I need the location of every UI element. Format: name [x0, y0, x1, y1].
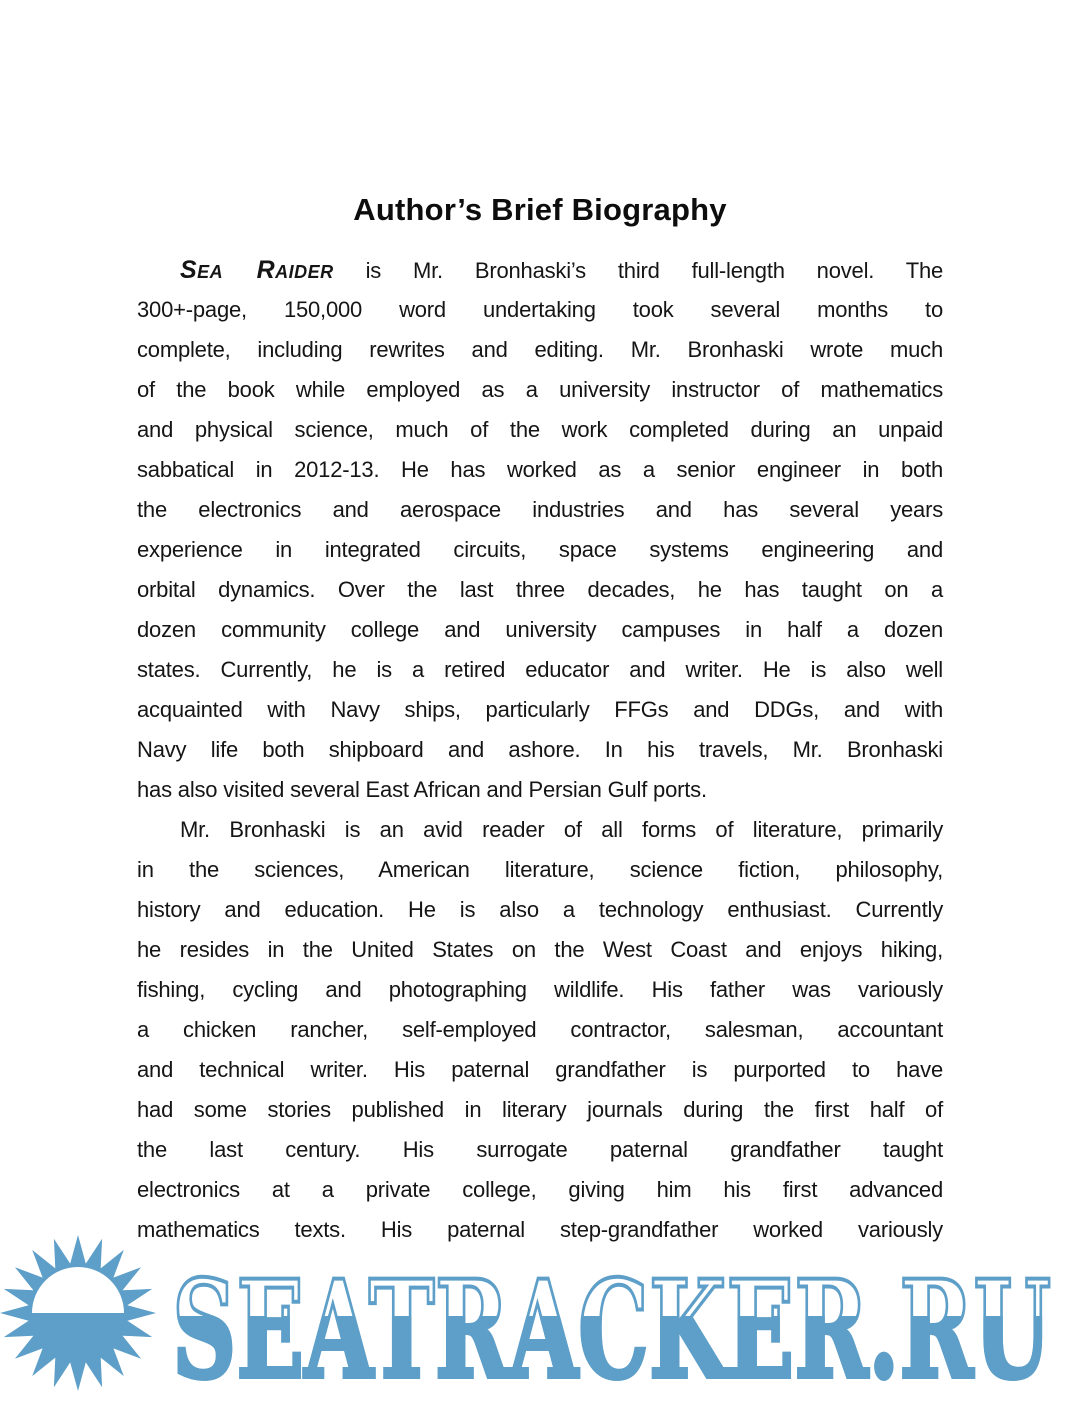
- watermark-text: SEATRACKER.RU: [172, 1250, 1052, 1409]
- text-line: orbital dynamics. Over the last three decades, he has taught on a: [137, 577, 943, 602]
- text-line: in the sciences, American literature, science fiction, philosophy,: [137, 857, 943, 882]
- text-line: fishing, cycling and photographing wildlife. His father was variously: [137, 977, 943, 1002]
- text-line: a chicken rancher, self-employed contractor, salesman, accountant: [137, 1017, 943, 1042]
- text-line: states. Currently, he is a retired educator and writer. He is also well: [137, 657, 943, 682]
- text-line: of the book while employed as a university instructor of mathematics: [137, 377, 943, 402]
- text-line: experience in integrated circuits, space systems engineering and: [137, 537, 943, 562]
- book-title-text: Sea Raider: [180, 256, 334, 284]
- text-line: and technical writer. His paternal grandfather is purported to have: [137, 1057, 943, 1082]
- text-line: has also visited several East African and Persian Gulf ports.: [137, 777, 707, 802]
- text-line: and physical science, much of the work completed during an unpaid: [137, 417, 943, 442]
- text-line: acquainted with Navy ships, particularly FFGs and DDGs, and with: [137, 697, 943, 722]
- text-line: the last century. His surrogate paternal grandfather taught: [137, 1137, 943, 1162]
- text-line: 300+-page, 150,000 word undertaking took several months to: [137, 297, 943, 322]
- text-line: he resides in the United States on the West Coast and enjoys hiking,: [137, 937, 943, 962]
- text-line: Mr. Bronhaski is an avid reader of all forms of literature, primarily: [180, 817, 943, 842]
- body-text: [137, 250, 943, 1250]
- page-title: Author’s Brief Biography: [353, 192, 727, 227]
- text-line: complete, including rewrites and editing. Mr. Bronhaski wrote much: [137, 337, 943, 362]
- text-line: electronics at a private college, giving him his first advanced: [137, 1177, 943, 1202]
- text-line: history and education. He is also a technology enthusiast. Currently: [137, 897, 943, 922]
- text-line: sabbatical in 2012-13. He has worked as a senior engineer in both: [137, 457, 943, 482]
- text-line: dozen community college and university campuses in half a dozen: [137, 617, 943, 642]
- seatracker-watermark: [0, 1230, 1080, 1409]
- text-line: mathematics texts. His paternal step-grandfather worked variously: [137, 1217, 943, 1242]
- text-line: the electronics and aerospace industries and has several years: [137, 497, 943, 522]
- text-line: [137, 250, 943, 290]
- text-line-rest: is Mr. Bronhaski’s third full-length novel. The: [365, 258, 944, 283]
- text-line: had some stories published in literary journals during the first half of: [137, 1097, 943, 1122]
- text-line: Navy life both shipboard and ashore. In his travels, Mr. Bronhaski: [137, 737, 943, 762]
- sun-icon: [0, 1233, 158, 1393]
